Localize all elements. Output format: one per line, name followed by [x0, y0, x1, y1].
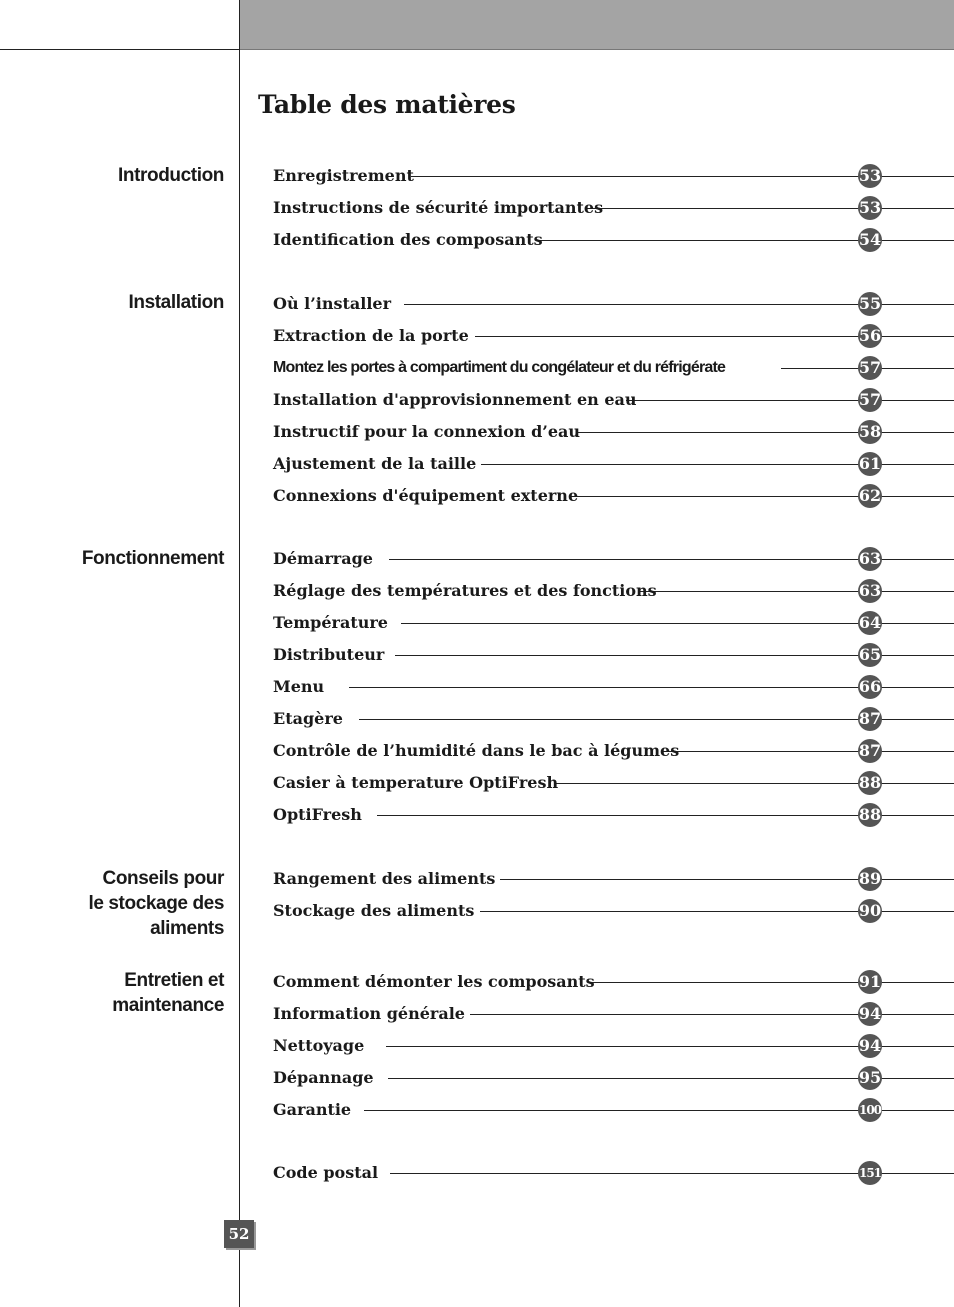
toc-entry-title: Démarrage	[273, 549, 373, 568]
toc-leader-line	[573, 496, 954, 497]
toc-entry[interactable]	[273, 643, 954, 667]
toc-page-badge: 89	[858, 867, 882, 891]
toc-entry-title: Montez les portes à compartiment du congélateur et du réfrigérate	[273, 359, 726, 376]
toc-entry-title: Etagère	[273, 709, 343, 728]
toc-entry-title: Information générale	[273, 1004, 465, 1023]
toc-entry[interactable]	[273, 452, 954, 476]
toc-entry-title: OptiFresh	[273, 805, 362, 824]
toc-entry[interactable]	[273, 707, 954, 731]
toc-entry-title: Enregistrement	[273, 166, 414, 185]
toc-entry-title: Installation d'approvisionnement en eau	[273, 390, 637, 409]
section-label-line: Introduction	[117, 165, 224, 186]
section-label	[0, 968, 224, 1018]
toc-entry-title: Contrôle de l’humidité dans le bac à légumes	[273, 741, 680, 760]
toc-leader-line	[578, 432, 954, 433]
toc-entry-title: Code postal	[273, 1163, 379, 1182]
toc-entry-title: Extraction de la porte	[273, 326, 469, 345]
toc-leader-line	[626, 400, 954, 401]
toc-entry[interactable]	[273, 388, 954, 412]
toc-entry[interactable]	[273, 1002, 954, 1026]
toc-leader-line	[663, 751, 954, 752]
toc-page-badge: 63	[858, 579, 882, 603]
header-bar	[240, 0, 954, 50]
toc-entry[interactable]	[273, 611, 954, 635]
toc-entry-title: Stockage des aliments	[273, 901, 475, 920]
toc-leader-line	[481, 464, 954, 465]
section-label-line: Installation	[128, 292, 224, 313]
toc-entry[interactable]	[273, 579, 954, 603]
toc-page-badge: 54	[858, 228, 882, 252]
toc-entry-title: Dépannage	[273, 1068, 374, 1087]
toc-page-badge: 63	[858, 547, 882, 571]
toc-page-badge: 94	[858, 1002, 882, 1026]
section-label-line: Fonctionnement	[81, 548, 224, 569]
page-title: Table des matières	[258, 90, 516, 119]
toc-entry[interactable]	[273, 739, 954, 763]
toc-entry[interactable]	[273, 1098, 954, 1122]
toc-entry[interactable]	[273, 292, 954, 316]
toc-entry[interactable]	[273, 228, 954, 252]
toc-page-badge: 91	[858, 970, 882, 994]
toc-page-badge: 90	[858, 899, 882, 923]
toc-entry-title: Rangement des aliments	[273, 869, 496, 888]
toc-entry[interactable]	[273, 356, 954, 380]
toc-page-badge: 58	[858, 420, 882, 444]
toc-entry-title: Comment démonter les composants	[273, 972, 595, 991]
toc-page-badge: 88	[858, 771, 882, 795]
toc-page-badge: 65	[858, 643, 882, 667]
toc-page-badge: 151	[858, 1161, 882, 1185]
section-label-line: Conseils pour	[102, 868, 224, 889]
section-label-line: aliments	[150, 918, 224, 939]
toc-page-badge: 64	[858, 611, 882, 635]
toc-page-badge: 95	[858, 1066, 882, 1090]
toc-entry[interactable]	[273, 970, 954, 994]
toc-entry[interactable]	[273, 484, 954, 508]
toc-page-badge: 57	[858, 356, 882, 380]
toc-page-badge: 62	[858, 484, 882, 508]
toc-page-badge: 87	[858, 739, 882, 763]
toc-leader-line	[538, 240, 954, 241]
toc-entry[interactable]	[273, 547, 954, 571]
section-label	[0, 290, 224, 315]
toc-entry-title: Distributeur	[273, 645, 385, 664]
toc-entry[interactable]	[273, 675, 954, 699]
section-label-line: Entretien et	[124, 970, 224, 991]
toc-entry-title: Où l’installer	[273, 294, 392, 313]
toc-leader-line	[556, 783, 954, 784]
section-label	[0, 546, 224, 571]
toc-entry[interactable]	[273, 1066, 954, 1090]
toc-entry-title: Nettoyage	[273, 1036, 365, 1055]
toc-entry[interactable]	[273, 164, 954, 188]
toc-page-badge: 94	[858, 1034, 882, 1058]
toc-page-badge: 88	[858, 803, 882, 827]
toc-leader-line	[590, 982, 954, 983]
toc-page-badge: 53	[858, 196, 882, 220]
toc-entry-title: Connexions d'équipement externe	[273, 486, 579, 505]
toc-entry-title: Instructions de sécurité importantes	[273, 198, 604, 217]
toc-entry[interactable]	[273, 324, 954, 348]
toc-page-badge: 55	[858, 292, 882, 316]
toc-entry-title: Ajustement de la taille	[273, 454, 477, 473]
section-label	[0, 163, 224, 188]
toc-entry[interactable]	[273, 867, 954, 891]
toc-entry-title: Menu	[273, 677, 325, 696]
toc-page-badge: 100	[858, 1098, 882, 1122]
toc-page-badge: 61	[858, 452, 882, 476]
toc-entry[interactable]	[273, 1161, 954, 1185]
toc-leader-line	[588, 208, 954, 209]
section-label	[0, 866, 224, 941]
toc-entry-title: Garantie	[273, 1100, 352, 1119]
toc-entry[interactable]	[273, 420, 954, 444]
page-number-badge: 52	[224, 1220, 254, 1248]
section-label-line: maintenance	[112, 995, 224, 1016]
toc-page-badge: 66	[858, 675, 882, 699]
top-left-rule	[0, 49, 240, 50]
toc-leader-line	[639, 591, 954, 592]
toc-entry[interactable]	[273, 196, 954, 220]
toc-entry-title: Instructif pour la connexion d’eau	[273, 422, 581, 441]
toc-leader-line	[500, 879, 954, 880]
toc-entry-title: Température	[273, 613, 388, 632]
toc-page-badge: 57	[858, 388, 882, 412]
toc-entry[interactable]	[273, 899, 954, 923]
toc-entry-title: Casier à temperature OptiFresh	[273, 773, 559, 792]
toc-entry[interactable]	[273, 803, 954, 827]
toc-entry-title: Identification des composants	[273, 230, 543, 249]
toc-page-badge: 87	[858, 707, 882, 731]
toc-page-badge: 53	[858, 164, 882, 188]
section-label-line: le stockage des	[88, 893, 224, 914]
toc-entry-title: Réglage des températures et des fonctions	[273, 581, 657, 600]
vertical-rule	[239, 0, 240, 1307]
toc-page-badge: 56	[858, 324, 882, 348]
toc-leader-line	[475, 336, 954, 337]
toc-entry[interactable]	[273, 771, 954, 795]
toc-leader-line	[480, 911, 954, 912]
toc-entry[interactable]	[273, 1034, 954, 1058]
